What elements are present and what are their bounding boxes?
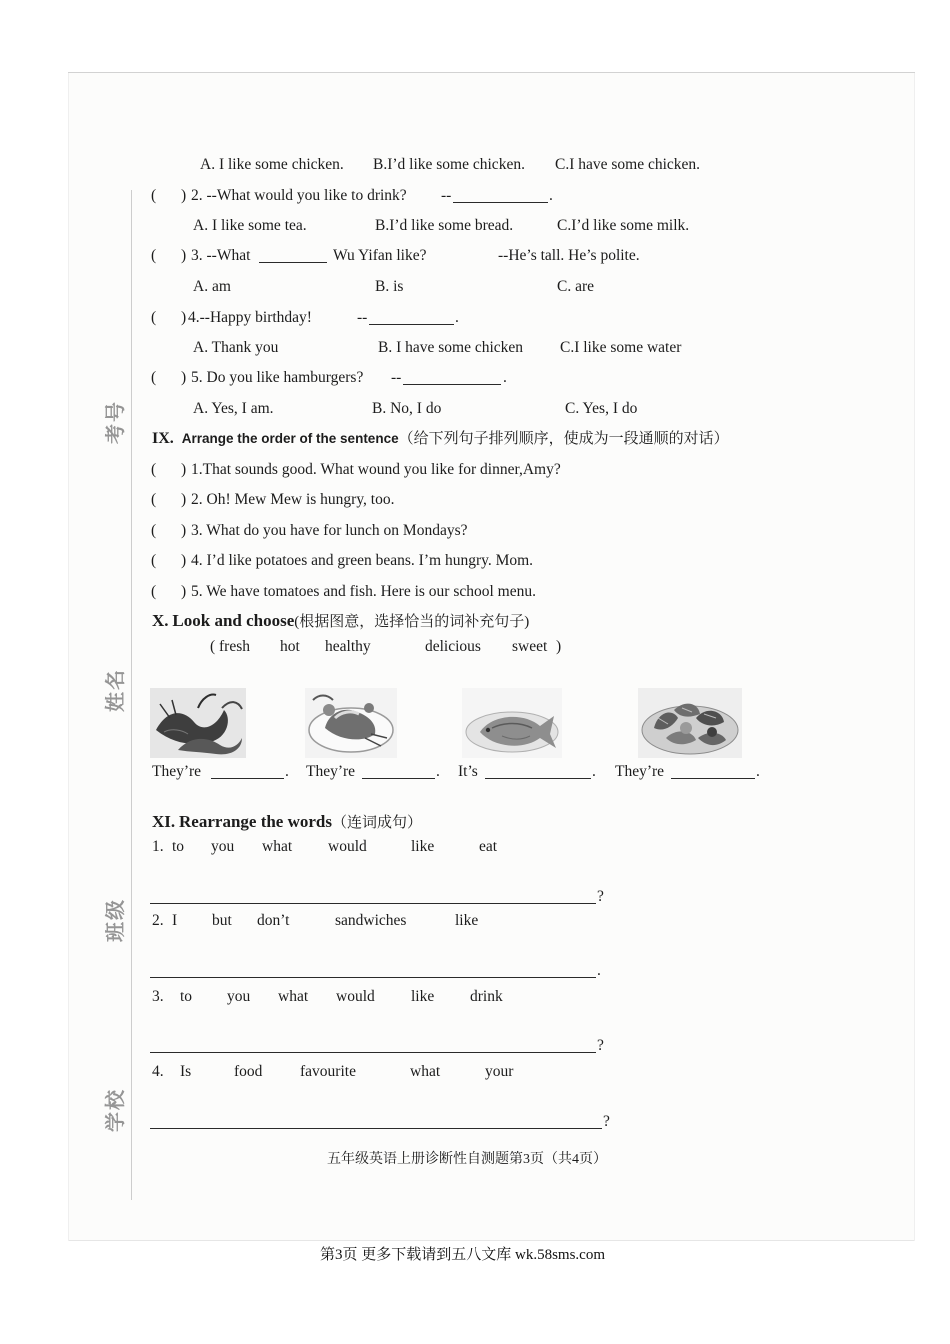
q2-reply-dash: --: [441, 187, 452, 204]
q2-stem: 2. --What would you like to drink?: [191, 187, 407, 204]
x-sentence-2-end: .: [436, 763, 440, 780]
xi-item-3-word: to: [180, 988, 193, 1005]
q3-option-c: C. are: [557, 278, 595, 295]
xi-item-1-word: like: [411, 838, 435, 855]
q5-option-a: A. Yes, I am.: [193, 400, 274, 417]
q4-stem: 4.--Happy birthday!: [188, 309, 312, 326]
xi-item-4-answer-line: [150, 1128, 602, 1129]
xi-item-4-word: what: [410, 1063, 441, 1080]
x-sentence-4-prefix: They’re: [615, 763, 665, 780]
section-x-heading: [152, 611, 529, 632]
section-ix-title: Arrange the order of the sentence: [181, 431, 399, 446]
q5-option-c: C. Yes, I do: [565, 400, 638, 417]
word-bank-close: ): [556, 638, 562, 655]
vegetables-illustration: [638, 688, 742, 758]
ix-3-bracket-open: (: [151, 522, 157, 539]
word-bank-word-sweet: sweet: [512, 638, 548, 655]
picture-2-plate-dish: [305, 688, 397, 763]
xi-item-1-number: 1.: [152, 838, 164, 855]
xi-item-3-number: 3.: [152, 988, 164, 1005]
xi-item-1-word: you: [211, 838, 235, 855]
ix-item-1: 1.That sounds good. What wound you like for dinner,Amy?: [191, 461, 561, 478]
word-bank-word-hot: hot: [280, 638, 300, 655]
xi-item-1-word: eat: [479, 838, 498, 855]
xi-item-3-word: you: [227, 988, 251, 1005]
x-sentence-1-prefix: They’re: [152, 763, 202, 780]
ix-item-4: 4. I’d like potatoes and green beans. I’m hungry. Mom.: [191, 552, 534, 569]
xi-item-3-word: what: [278, 988, 309, 1005]
q4-bracket-open: (: [151, 309, 157, 326]
ix-4-bracket-close: ): [181, 552, 187, 569]
picture-3-fish-plate: [462, 688, 562, 763]
x-sentence-1-end: .: [285, 763, 289, 780]
margin-label-name: 姓名: [103, 668, 127, 712]
ix-1-bracket-close: ): [181, 461, 187, 478]
q4-end: .: [455, 309, 459, 326]
q4-reply-dash: --: [357, 309, 368, 326]
word-bank-open: (: [210, 638, 216, 655]
section-ix-number: IX.: [152, 430, 174, 447]
q5-bracket-open: (: [151, 369, 157, 386]
q5-bracket-close: ): [181, 369, 187, 386]
margin-label-school: 学校: [103, 1088, 127, 1132]
xi-item-4-word: Is: [180, 1063, 192, 1080]
xi-item-3-word: drink: [470, 988, 503, 1005]
xi-item-4-word: your: [485, 1063, 514, 1080]
q3-stem-start: 3. --What: [191, 247, 251, 264]
x-sentence-1-blank: [211, 778, 284, 779]
picture-1-shrimp: [150, 688, 246, 763]
q3-bracket-open: (: [151, 247, 157, 264]
xi-item-2-answer-line: [150, 977, 596, 978]
fish-plate-illustration: [462, 688, 562, 758]
q2-option-b: B.I’d like some bread.: [375, 217, 514, 234]
x-sentence-2-blank: [362, 778, 435, 779]
x-sentence-3-blank: [485, 778, 591, 779]
q3-option-a: A. am: [193, 278, 231, 295]
ix-1-bracket-open: (: [151, 461, 157, 478]
xi-item-3-word: would: [336, 988, 375, 1005]
q2-end: .: [549, 187, 553, 204]
section-x-number: X.: [152, 611, 169, 630]
q3-answer-blank: [259, 262, 327, 263]
q2-answer-blank: [453, 202, 548, 203]
xi-item-3-answer-line: [150, 1052, 596, 1053]
ix-4-bracket-open: (: [151, 552, 157, 569]
q4-option-c: C.I like some water: [560, 339, 682, 356]
q3-option-b: B. is: [375, 278, 404, 295]
ix-3-bracket-close: ): [181, 522, 187, 539]
ix-item-2: 2. Oh! Mew Mew is hungry, too.: [191, 491, 395, 508]
margin-label-class: 班级: [103, 898, 127, 942]
xi-item-4-word: favourite: [300, 1063, 356, 1080]
q4-option-b: B. I have some chicken: [378, 339, 524, 356]
xi-item-3-end: ?: [597, 1037, 604, 1054]
x-sentence-4-blank: [671, 778, 755, 779]
ix-item-3: 3. What do you have for lunch on Mondays?: [191, 522, 468, 539]
xi-item-4-end: ?: [603, 1113, 610, 1130]
q3-bracket-close: ): [181, 247, 187, 264]
q1-option-a: A. I like some chicken.: [200, 156, 344, 173]
xi-item-2-word: but: [212, 912, 232, 929]
xi-item-1-word: to: [172, 838, 185, 855]
ix-5-bracket-open: (: [151, 583, 157, 600]
binding-margin-line: [131, 190, 132, 1200]
page-footer: 五年级英语上册诊断性自测题第3页（共4页）: [327, 1152, 607, 1167]
section-xi-number: XI.: [152, 812, 176, 831]
x-sentence-3-prefix: It’s: [458, 763, 478, 780]
xi-item-2-number: 2.: [152, 912, 164, 929]
xi-item-4-number: 4.: [152, 1063, 164, 1080]
section-xi-instruction: （连词成句）: [332, 815, 423, 831]
margin-label-exam-number: 考号: [103, 400, 127, 444]
q5-option-b: B. No, I do: [372, 400, 442, 417]
xi-item-2-word: I: [172, 912, 178, 929]
q2-option-a: A. I like some tea.: [193, 217, 307, 234]
q1-option-b: B.I’d like some chicken.: [373, 156, 525, 173]
ix-2-bracket-close: ): [181, 491, 187, 508]
x-sentence-4-end: .: [756, 763, 760, 780]
xi-item-2-word: sandwiches: [335, 912, 407, 929]
ix-item-5: 5. We have tomatoes and fish. Here is our school menu.: [191, 583, 536, 600]
section-xi-heading: [152, 812, 422, 833]
q2-bracket-open: (: [151, 187, 157, 204]
xi-item-4-word: food: [234, 1063, 263, 1080]
section-ix-heading: [152, 429, 729, 449]
shrimp-illustration: [150, 688, 246, 758]
xi-item-1-word: would: [328, 838, 367, 855]
x-sentence-2-prefix: They’re: [306, 763, 356, 780]
xi-item-1-answer-line: [150, 903, 596, 904]
q4-option-a: A. Thank you: [193, 339, 279, 356]
q3-reply: --He’s tall. He’s polite.: [498, 247, 640, 264]
picture-4-vegetables: [638, 688, 742, 763]
word-bank-word-delicious: delicious: [425, 638, 481, 655]
ix-2-bracket-open: (: [151, 491, 157, 508]
q2-bracket-close: ): [181, 187, 187, 204]
section-xi-title: Rearrange the words: [179, 812, 332, 831]
xi-item-2-word: like: [455, 912, 479, 929]
xi-item-2-word: don’t: [257, 912, 290, 929]
q5-reply-dash: --: [391, 369, 402, 386]
section-ix-instruction: （给下列句子排列顺序，使成为一段通顺的对话）: [398, 431, 729, 447]
q5-end: .: [503, 369, 507, 386]
ix-5-bracket-close: ): [181, 583, 187, 600]
plate-dish-illustration: [305, 688, 397, 758]
xi-item-1-end: ?: [597, 888, 604, 905]
q3-stem-end: Wu Yifan like?: [333, 247, 427, 264]
xi-item-1-word: what: [262, 838, 293, 855]
q4-bracket-close: ): [181, 309, 187, 326]
q5-stem: 5. Do you like hamburgers?: [191, 369, 364, 386]
xi-item-2-end: .: [597, 962, 601, 979]
q5-answer-blank: [403, 384, 501, 385]
x-sentence-3-end: .: [592, 763, 596, 780]
q4-answer-blank: [369, 324, 454, 325]
section-x-instruction: (根据图意，选择恰当的词补充句子): [294, 614, 530, 630]
q2-option-c: C.I’d like some milk.: [557, 217, 690, 234]
download-note: 第3页 更多下载请到五八文库 wk.58sms.com: [320, 1247, 606, 1263]
xi-item-3-word: like: [411, 988, 435, 1005]
q1-option-c: C.I have some chicken.: [555, 156, 701, 173]
word-bank-word-healthy: healthy: [325, 638, 371, 655]
word-bank-word-fresh: fresh: [219, 638, 250, 655]
section-x-title: Look and choose: [172, 611, 295, 630]
